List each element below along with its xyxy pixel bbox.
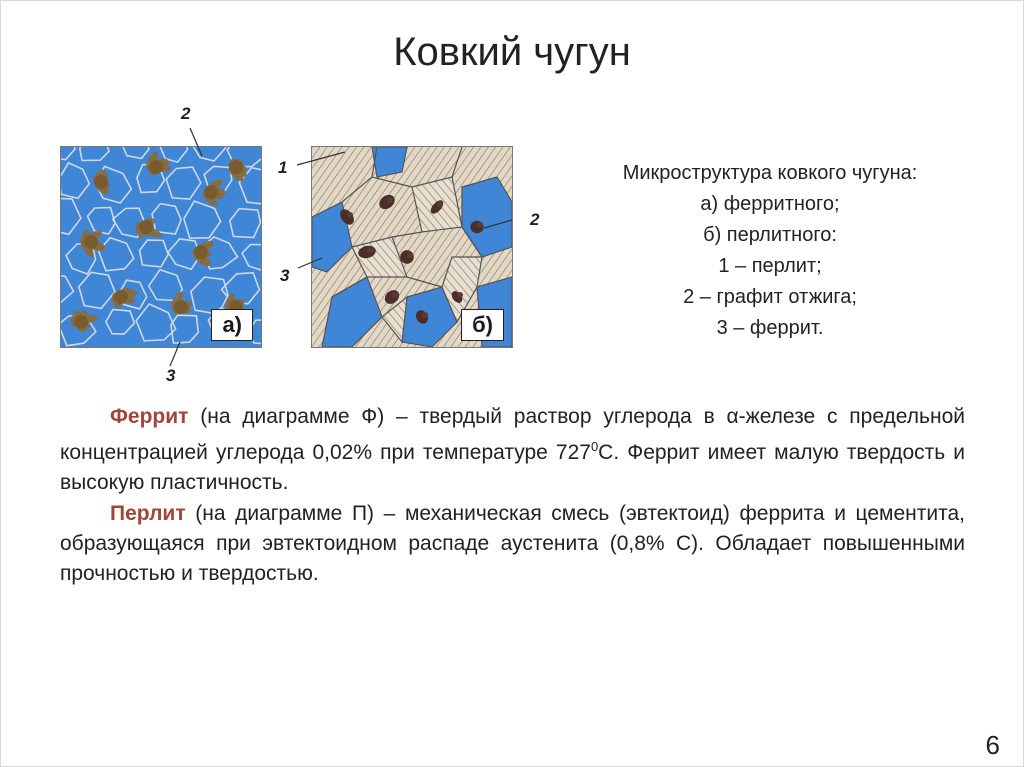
- caption-line: 3 – феррит.: [716, 317, 824, 339]
- micrograph-pearlitic: [311, 146, 513, 348]
- page-number: 6: [985, 730, 1000, 760]
- micrograph-ferritic: [60, 146, 262, 348]
- figure-a-label: а): [211, 309, 253, 341]
- caption-line: Микроструктура ковкого чугуна:: [622, 162, 918, 184]
- term-ferrite: Феррит: [110, 405, 189, 428]
- caption-line: 2 – графит отжига;: [683, 286, 857, 308]
- ferrite-degree-sup: 0: [590, 439, 599, 454]
- term-pearlite: Перлит: [110, 502, 186, 525]
- callout-a-ferrite: 3: [166, 366, 176, 385]
- figure-caption: [560, 158, 980, 344]
- callout-a-graphite: 2: [181, 104, 191, 123]
- paragraph-ferrite: [60, 402, 965, 498]
- callout-b-graphite: 2: [530, 210, 540, 229]
- paragraph-pearlite: [60, 499, 965, 589]
- ferrite-text-end: С. Феррит имеет малую твердость и высокую пластичность.: [60, 441, 965, 494]
- slide-title: Ковкий чугун: [393, 30, 631, 74]
- callout-b-pearlite: 1: [278, 158, 288, 177]
- pearlite-text: (на диаграмме П) – механическая смесь (эвтектоид) феррита и цементита, образующаяся при эвтектоидном распаде аустенита (0,8% С). Обладает повышенными прочностью и твердостью.: [60, 502, 965, 585]
- caption-line: б) перлитного:: [703, 224, 837, 246]
- ferrite-region: [372, 147, 407, 177]
- callout-b-ferrite: 3: [280, 266, 290, 285]
- caption-line: а) ферритного;: [700, 193, 840, 215]
- figure-b-label: б): [461, 309, 504, 341]
- ferrite-text: (на диаграмме Ф) – твердый раствор углерода в α-железе с предельной концентрацией углерода 0,02% при температуре 727: [60, 405, 965, 464]
- caption-line: 1 – перлит;: [718, 255, 822, 277]
